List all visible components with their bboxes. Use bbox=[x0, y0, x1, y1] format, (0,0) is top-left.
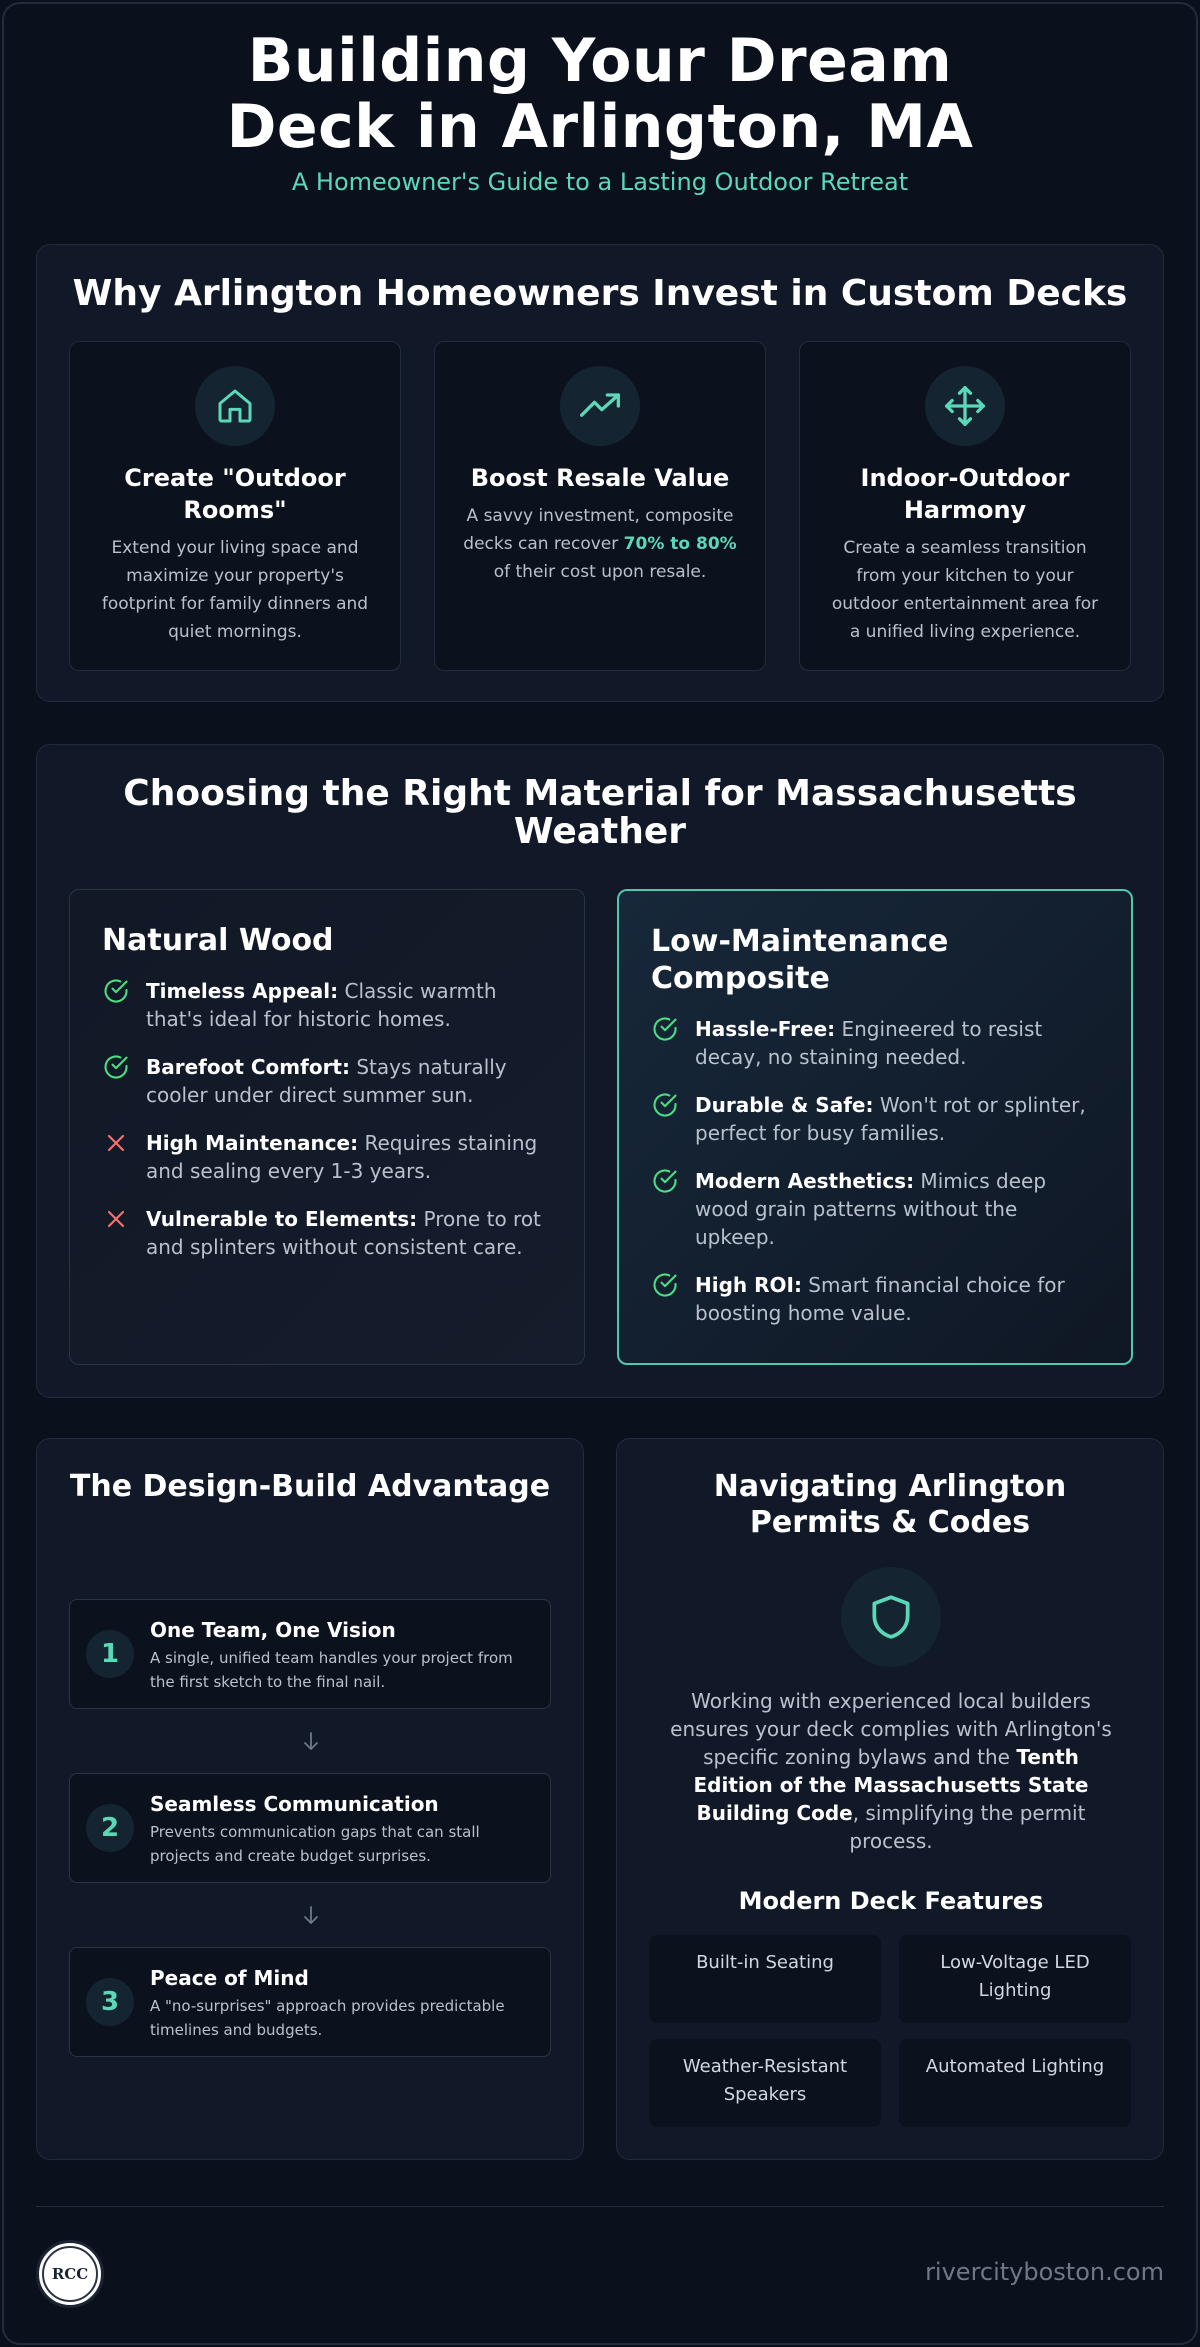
material-list-item bbox=[651, 1091, 1099, 1147]
permits-section bbox=[616, 1438, 1164, 2160]
feature-speakers: Weather-Resistant Speakers bbox=[649, 2039, 881, 2127]
benefit-card-outdoor-rooms bbox=[69, 341, 401, 671]
section-title-permits: Navigating Arlington Permits & Codes bbox=[713, 1469, 1067, 1540]
page-subtitle: A Homeowner's Guide to a Lasting Outdoor Retreat bbox=[291, 168, 909, 196]
feature-led-lighting: Low-Voltage LED Lighting bbox=[899, 1935, 1131, 2023]
material-item-text: Timeless Appeal: Classic warmth that's ideal for historic homes. bbox=[146, 979, 497, 1031]
check-circle-icon bbox=[651, 1015, 679, 1043]
material-title: Natural Wood bbox=[102, 923, 334, 958]
material-list bbox=[651, 1015, 1099, 1327]
arrow-down-icon bbox=[299, 1729, 323, 1753]
material-item-text: Vulnerable to Elements: Prone to rot and splinters without consistent care. bbox=[146, 1207, 541, 1259]
trending-up-icon bbox=[560, 366, 640, 446]
step-number: 2 bbox=[86, 1804, 134, 1852]
material-item-text: Durable & Safe: Won't rot or splinter, perfect for busy families. bbox=[695, 1093, 1086, 1145]
check-circle-icon bbox=[651, 1271, 679, 1299]
material-card-composite bbox=[617, 889, 1133, 1365]
x-icon bbox=[102, 1205, 130, 1233]
material-list-item bbox=[102, 1129, 552, 1185]
check-circle-icon bbox=[651, 1091, 679, 1119]
step-description: A single, unified team handles your project from the first sketch to the final nail. bbox=[150, 1649, 513, 1691]
shield-icon bbox=[841, 1567, 941, 1667]
permits-text: Working with experienced local builders ensures your deck complies with Arlington's specific zoning bylaws and the Tenth Edition of the Massachusetts State Building Code, simplifying the permit process. bbox=[670, 1689, 1112, 1853]
check-circle-icon bbox=[102, 977, 130, 1005]
arrow-down-icon bbox=[299, 1903, 323, 1927]
step-number: 1 bbox=[86, 1630, 134, 1678]
benefit-title: Boost Resale Value bbox=[470, 464, 730, 492]
material-item-text: Hassle-Free: Engineered to resist decay, no staining needed. bbox=[695, 1017, 1043, 1069]
step-title: One Team, One Vision bbox=[150, 1618, 396, 1642]
section-title-design-build: The Design-Build Advantage bbox=[69, 1469, 551, 1504]
material-item-text: High ROI: Smart financial choice for boosting home value. bbox=[695, 1273, 1065, 1325]
benefit-title: Create "Outdoor Rooms" bbox=[124, 464, 346, 524]
material-list-item bbox=[651, 1015, 1099, 1071]
move-arrows-icon bbox=[925, 366, 1005, 446]
features-title: Modern Deck Features bbox=[738, 1887, 1044, 1915]
step-card bbox=[69, 1773, 551, 1883]
benefit-card-resale-value bbox=[434, 341, 766, 671]
benefit-text: A savvy investment, composite decks can recover 70% to 80% of their cost upon resale. bbox=[463, 506, 737, 582]
section-title-why: Why Arlington Homeowners Invest in Custom Decks bbox=[72, 273, 1128, 314]
material-card-natural-wood bbox=[69, 889, 585, 1365]
logo-text: RCC bbox=[51, 2265, 89, 2283]
material-item-text: Barefoot Comfort: Stays naturally cooler under direct summer sun. bbox=[146, 1055, 507, 1107]
material-item-text: High Maintenance: Requires staining and sealing every 1-3 years. bbox=[146, 1131, 538, 1183]
why-invest-section bbox=[36, 244, 1164, 702]
feature-automated-lighting: Automated Lighting bbox=[899, 2039, 1131, 2127]
footer-url[interactable]: rivercityboston.com bbox=[925, 2258, 1164, 2286]
company-logo bbox=[36, 2240, 104, 2308]
step-description: Prevents communication gaps that can stall projects and create budget surprises. bbox=[150, 1823, 480, 1865]
step-title: Peace of Mind bbox=[150, 1966, 309, 1990]
step-title: Seamless Communication bbox=[150, 1792, 439, 1816]
check-circle-icon bbox=[651, 1167, 679, 1195]
step-card bbox=[69, 1599, 551, 1709]
material-list-item bbox=[102, 1205, 552, 1261]
material-list-item bbox=[651, 1271, 1099, 1327]
step-number: 3 bbox=[86, 1978, 134, 2026]
feature-built-in-seating: Built-in Seating bbox=[649, 1935, 881, 2023]
home-icon bbox=[195, 366, 275, 446]
step-card bbox=[69, 1947, 551, 2057]
material-title: Low-Maintenance Composite bbox=[651, 924, 949, 996]
benefit-text: Extend your living space and maximize your property's footprint for family dinners and quiet mornings. bbox=[101, 538, 369, 642]
material-list-item bbox=[102, 977, 552, 1033]
material-list bbox=[102, 977, 552, 1261]
design-build-section bbox=[36, 1438, 584, 2160]
check-circle-icon bbox=[102, 1053, 130, 1081]
section-title-materials: Choosing the Right Material for Massachusetts Weather bbox=[123, 773, 1077, 852]
material-item-text: Modern Aesthetics: Mimics deep wood grain patterns without the upkeep. bbox=[695, 1169, 1047, 1249]
materials-section bbox=[36, 744, 1164, 1398]
benefit-card-indoor-outdoor bbox=[799, 341, 1131, 671]
benefit-text: Create a seamless transition from your kitchen to your outdoor entertainment area for a unified living experience. bbox=[831, 538, 1099, 642]
material-list-item bbox=[651, 1167, 1099, 1251]
footer-divider bbox=[36, 2206, 1164, 2207]
resale-highlight: 70% to 80% bbox=[623, 534, 737, 554]
material-list-item bbox=[102, 1053, 552, 1109]
step-description: A "no-surprises" approach provides predictable timelines and budgets. bbox=[150, 1997, 505, 2039]
x-icon bbox=[102, 1129, 130, 1157]
benefit-title: Indoor-Outdoor Harmony bbox=[860, 464, 1070, 524]
header bbox=[0, 28, 1200, 196]
page-title: Building Your Dream Deck in Arlington, MA bbox=[226, 26, 974, 162]
